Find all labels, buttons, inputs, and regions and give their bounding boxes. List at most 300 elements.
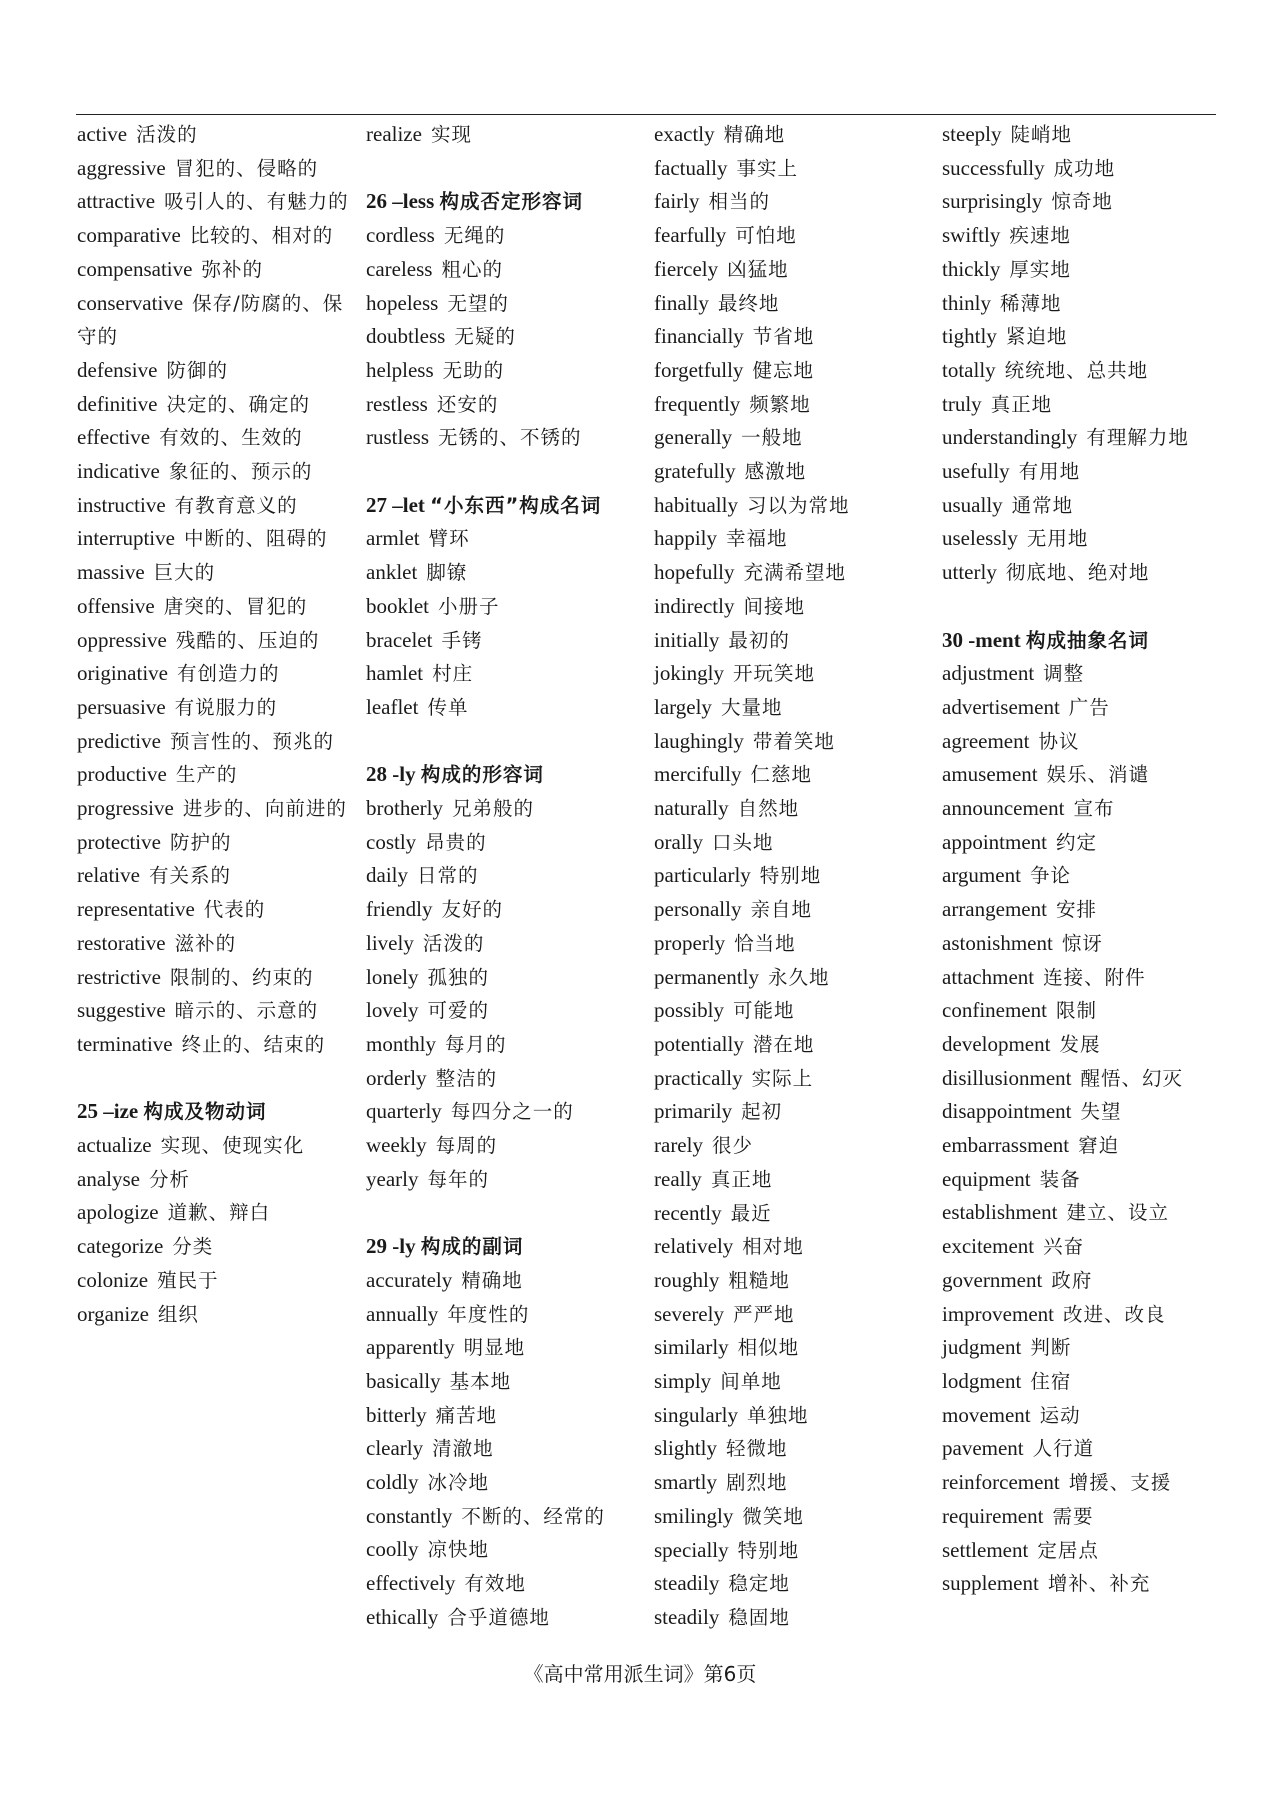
- english-word: hopeless: [366, 290, 439, 315]
- vocab-entry: [366, 927, 651, 961]
- chinese-meaning: 成功地: [1053, 156, 1116, 180]
- english-word: appointment: [942, 829, 1047, 854]
- chinese-meaning: 凉快地: [427, 1538, 490, 1562]
- vocab-entry: [77, 556, 362, 590]
- english-word: totally: [942, 357, 996, 382]
- vocab-entry: [942, 556, 1242, 590]
- vocab-entry: [77, 1028, 362, 1062]
- english-word: friendly: [366, 897, 433, 922]
- vocab-entry: [942, 725, 1242, 759]
- english-word: smilingly: [654, 1503, 734, 1528]
- english-word: relative: [77, 863, 140, 888]
- chinese-meaning: 间单地: [720, 1370, 782, 1394]
- section-number: 27: [366, 492, 387, 517]
- english-word: naturally: [654, 796, 729, 821]
- vocab-entry: [654, 1601, 939, 1635]
- chinese-meaning: 限制: [1055, 999, 1097, 1023]
- chinese-meaning: 手铐: [441, 628, 483, 652]
- chinese-meaning: 清澈地: [432, 1437, 494, 1461]
- chinese-meaning: 无疑的: [454, 325, 516, 349]
- vocab-entry: [366, 1028, 651, 1062]
- vocab-entry: [942, 691, 1242, 725]
- chinese-meaning: 生产的: [175, 763, 238, 787]
- vocab-entry: [654, 1264, 939, 1298]
- chinese-meaning: 建立、设立: [1066, 1201, 1169, 1225]
- vocab-entry: [366, 624, 651, 658]
- vocab-entry: [77, 691, 362, 725]
- vocab-entry: [942, 1196, 1242, 1230]
- english-word: armlet: [366, 526, 420, 551]
- chinese-meaning: 事实上: [736, 156, 798, 180]
- english-word: initially: [654, 627, 720, 652]
- vocab-entry: [366, 1095, 651, 1129]
- vocab-entry: [654, 489, 939, 523]
- section-heading: [77, 1095, 362, 1129]
- english-word: actualize: [77, 1133, 152, 1158]
- english-word: daily: [366, 863, 408, 888]
- english-word: reinforcement: [942, 1470, 1060, 1495]
- section-description: 构成抽象名词: [1025, 628, 1149, 652]
- english-word: jokingly: [654, 661, 725, 686]
- chinese-meaning: 厚实地: [1009, 257, 1071, 281]
- vocab-entry: [654, 927, 939, 961]
- vocab-entry: [77, 657, 362, 691]
- vocab-entry: [654, 1230, 939, 1264]
- chinese-meaning: 口头地: [711, 830, 774, 854]
- section-suffix: -ment: [968, 627, 1021, 652]
- english-word: doubtless: [366, 324, 446, 349]
- chinese-meaning: 严严地: [732, 1302, 795, 1326]
- chinese-meaning: 有效地: [464, 1572, 526, 1596]
- chinese-meaning: 定居点: [1037, 1538, 1099, 1562]
- chinese-meaning: 每四分之一的: [450, 1100, 574, 1124]
- english-word: fearfully: [654, 223, 727, 248]
- column-2: [366, 118, 651, 1635]
- english-word: relatively: [654, 1234, 734, 1259]
- chinese-meaning: 兴奋: [1043, 1235, 1085, 1259]
- chinese-meaning: 唐突的、冒犯的: [163, 594, 308, 618]
- english-word: singularly: [654, 1402, 738, 1427]
- vocab-entry: [366, 253, 651, 287]
- chinese-meaning: 惊奇地: [1051, 190, 1113, 214]
- vocab-entry: [77, 1298, 362, 1332]
- vocab-entry: [654, 219, 939, 253]
- vocab-entry: [942, 1230, 1242, 1264]
- english-word: recently: [654, 1200, 722, 1225]
- english-word: productive: [77, 762, 167, 787]
- chinese-meaning: 单独地: [747, 1403, 809, 1427]
- english-word: amusement: [942, 762, 1038, 787]
- chinese-meaning: 滋补的: [174, 931, 237, 955]
- english-word: aggressive: [77, 155, 166, 180]
- english-word: argument: [942, 863, 1021, 888]
- english-word: monthly: [366, 1031, 437, 1056]
- vocab-entry: [942, 994, 1242, 1028]
- vocab-entry: [654, 354, 939, 388]
- vocab-entry: [77, 758, 362, 792]
- chinese-meaning: 醒悟、幻灭: [1080, 1066, 1184, 1090]
- english-word: rustless: [366, 425, 429, 450]
- chinese-meaning: 粗心的: [441, 257, 503, 281]
- english-word: effective: [77, 425, 151, 450]
- vocab-entry: [654, 1163, 939, 1197]
- vocab-entry: [77, 489, 362, 523]
- english-word: offensive: [77, 593, 155, 618]
- chinese-meaning: 开玩笑地: [733, 662, 816, 686]
- english-word: slightly: [654, 1436, 718, 1461]
- vocab-entry: [654, 118, 939, 152]
- chinese-meaning: 粗糙地: [728, 1268, 790, 1292]
- english-word: predictive: [77, 728, 161, 753]
- chinese-meaning: 有理解力地: [1086, 426, 1189, 450]
- vocab-entry: [654, 320, 939, 354]
- chinese-meaning: 频繁地: [749, 392, 811, 416]
- vocab-entry: [77, 152, 362, 186]
- english-word: really: [654, 1166, 702, 1191]
- chinese-meaning: 紧迫地: [1005, 325, 1068, 349]
- chinese-meaning: 陡峭地: [1010, 123, 1072, 146]
- chinese-meaning: 防护的: [169, 830, 232, 854]
- chinese-meaning: 终止的、结束的: [181, 1032, 326, 1056]
- chinese-meaning: 友好的: [441, 898, 503, 922]
- english-word: basically: [366, 1368, 441, 1393]
- chinese-meaning: 装备: [1039, 1167, 1081, 1191]
- english-word: indirectly: [654, 593, 735, 618]
- vocab-entry: [654, 691, 939, 725]
- vocab-entry: [654, 185, 939, 219]
- english-word: smartly: [654, 1470, 717, 1495]
- vocab-entry: [77, 388, 362, 422]
- english-word: suggestive: [77, 998, 166, 1023]
- vocab-entry: [366, 1601, 651, 1635]
- english-word: exactly: [654, 122, 715, 146]
- chinese-meaning: 有效的、生效的: [159, 426, 303, 450]
- english-word: thickly: [942, 256, 1001, 281]
- english-word: progressive: [77, 796, 174, 821]
- vocab-entry: [942, 1095, 1242, 1129]
- vocab-entry: [366, 1163, 651, 1197]
- english-word: annually: [366, 1301, 439, 1326]
- chinese-meaning: 年度性的: [447, 1302, 530, 1326]
- vocab-entry: [942, 893, 1242, 927]
- english-word: disillusionment: [942, 1065, 1072, 1090]
- english-word: helpless: [366, 357, 434, 382]
- chinese-meaning: 防御的: [166, 358, 228, 382]
- column-3: [654, 118, 939, 1635]
- chinese-meaning: 无望的: [447, 291, 509, 315]
- english-word: fiercely: [654, 256, 719, 281]
- chinese-meaning: 大量地: [720, 695, 783, 719]
- chinese-meaning: 连接、附件: [1043, 965, 1146, 989]
- vocab-entry: [942, 1163, 1242, 1197]
- english-word: finally: [654, 290, 709, 315]
- english-word: primarily: [654, 1099, 733, 1124]
- chinese-meaning: 真正地: [710, 1167, 773, 1191]
- vocab-entry: [654, 792, 939, 826]
- chinese-meaning: 活泼的: [422, 931, 485, 955]
- vocab-entry: [77, 792, 362, 826]
- vocab-entry: [942, 1466, 1242, 1500]
- chinese-meaning: 剧烈地: [726, 1471, 788, 1495]
- english-word: steadily: [654, 1571, 720, 1596]
- vocab-entry: [654, 590, 939, 624]
- english-word: attractive: [77, 189, 156, 214]
- english-word: equipment: [942, 1166, 1031, 1191]
- chinese-meaning: 疾速地: [1009, 224, 1071, 248]
- chinese-meaning: 判断: [1030, 1336, 1072, 1360]
- chinese-meaning: 彻底地、绝对地: [1005, 561, 1150, 585]
- chinese-meaning: 象征的、预示的: [168, 460, 313, 484]
- english-word: definitive: [77, 391, 158, 416]
- chinese-meaning: 需要: [1052, 1504, 1094, 1528]
- chinese-meaning: 安排: [1055, 898, 1097, 922]
- english-word: interruptive: [77, 526, 175, 551]
- vocab-entry: [942, 152, 1242, 186]
- chinese-meaning: 相似地: [737, 1336, 800, 1360]
- english-word: orally: [654, 829, 703, 854]
- vocab-entry: [942, 1264, 1242, 1298]
- chinese-meaning: 健忘地: [752, 358, 814, 382]
- english-word: adjustment: [942, 661, 1035, 686]
- vocab-entry: [77, 118, 362, 152]
- vocab-entry: [77, 624, 362, 658]
- english-word: largely: [654, 694, 712, 719]
- section-suffix: –less: [392, 189, 435, 214]
- vocab-entry: [77, 253, 362, 287]
- english-word: uselessly: [942, 526, 1018, 551]
- chinese-meaning: 残酷的、压迫的: [175, 628, 320, 652]
- english-word: potentially: [654, 1031, 744, 1056]
- english-word: categorize: [77, 1234, 164, 1259]
- english-word: surprisingly: [942, 189, 1043, 214]
- chinese-meaning: 通常地: [1011, 493, 1074, 517]
- english-word: swiftly: [942, 223, 1001, 248]
- english-word: successfully: [942, 155, 1045, 180]
- english-word: thinly: [942, 290, 992, 315]
- english-word: embarrassment: [942, 1133, 1070, 1158]
- vocab-entry: [77, 893, 362, 927]
- chinese-meaning: 永久地: [767, 965, 830, 989]
- vocab-entry: [366, 893, 651, 927]
- english-word: restless: [366, 391, 428, 416]
- english-word: properly: [654, 930, 726, 955]
- vocab-entry: [654, 152, 939, 186]
- english-word: utterly: [942, 560, 997, 585]
- english-word: personally: [654, 897, 742, 922]
- english-word: weekly: [366, 1133, 427, 1158]
- chinese-meaning: 运动: [1039, 1403, 1081, 1427]
- chinese-meaning: 真正地: [990, 392, 1053, 416]
- chinese-meaning: 中断的、阻碍的: [183, 527, 328, 551]
- english-word: establishment: [942, 1200, 1058, 1225]
- vocab-entry: [366, 1365, 651, 1399]
- vocab-entry: [366, 1533, 651, 1567]
- vocab-entry: [942, 792, 1242, 826]
- chinese-meaning: 充满希望地: [743, 561, 846, 585]
- vocab-entry: [654, 961, 939, 995]
- chinese-meaning: 无助的: [442, 358, 505, 382]
- vocab-entry: [366, 826, 651, 860]
- vocab-entry: [366, 522, 651, 556]
- english-word: costly: [366, 829, 417, 854]
- english-word: analyse: [77, 1166, 140, 1191]
- vocab-entry: [654, 388, 939, 422]
- vocab-entry: [77, 725, 362, 759]
- vocab-entry: [942, 1062, 1242, 1096]
- english-word: habitually: [654, 492, 738, 517]
- chinese-meaning: 还安的: [436, 392, 499, 416]
- section-suffix: –ize: [103, 1099, 139, 1124]
- vocab-entry: [942, 1331, 1242, 1365]
- chinese-meaning: 孤独的: [427, 965, 490, 989]
- vocab-entry: [942, 388, 1242, 422]
- chinese-meaning: 巨大的: [153, 561, 216, 585]
- vocab-entry: [654, 725, 939, 759]
- vocab-entry: [654, 1062, 939, 1096]
- vocab-entry: [942, 185, 1242, 219]
- english-word: persuasive: [77, 694, 166, 719]
- section-heading: [366, 185, 651, 219]
- chinese-meaning: 痛苦地: [435, 1403, 498, 1427]
- english-word: steadily: [654, 1604, 720, 1629]
- english-word: agreement: [942, 728, 1030, 753]
- vocab-entry: [654, 994, 939, 1028]
- english-word: brotherly: [366, 796, 443, 821]
- chinese-meaning: 广告: [1068, 695, 1110, 719]
- vocab-entry: [77, 859, 362, 893]
- english-word: permanently: [654, 964, 759, 989]
- vocab-entry: [77, 185, 362, 219]
- english-word: simply: [654, 1369, 712, 1394]
- english-word: instructive: [77, 492, 166, 517]
- chinese-meaning: 比较的、相对的: [189, 224, 334, 248]
- chinese-meaning: 实际上: [751, 1066, 814, 1090]
- chinese-meaning: 发展: [1059, 1032, 1101, 1056]
- page-footer: 《高中常用派生词》第6页: [523, 1662, 757, 1686]
- english-word: bitterly: [366, 1402, 427, 1427]
- vocab-entry: [654, 421, 939, 455]
- chinese-meaning: 不断的、经常的: [461, 1504, 605, 1528]
- english-word: understandingly: [942, 425, 1078, 450]
- vocab-entry: [654, 522, 939, 556]
- vocab-entry: [942, 287, 1242, 321]
- english-word: realize: [366, 122, 422, 146]
- english-word: clearly: [366, 1436, 424, 1461]
- chinese-meaning: 传单: [427, 695, 469, 719]
- vocab-entry: [366, 320, 651, 354]
- english-word: rarely: [654, 1133, 703, 1158]
- chinese-meaning: 冰冷地: [427, 1471, 490, 1495]
- vocab-entry: [654, 455, 939, 489]
- chinese-meaning: 保存/防腐的、保守的: [77, 291, 344, 349]
- vocab-entry: [366, 556, 651, 590]
- chinese-meaning: 增补、补充: [1047, 1572, 1151, 1596]
- chinese-meaning: 稀薄地: [1000, 291, 1062, 315]
- chinese-meaning: 可怕地: [735, 224, 797, 248]
- english-word: steeply: [942, 122, 1002, 146]
- english-word: colonize: [77, 1267, 149, 1292]
- vocab-entry: [654, 1129, 939, 1163]
- vocab-entry: [942, 1365, 1242, 1399]
- vocab-entry: [654, 556, 939, 590]
- english-word: confinement: [942, 998, 1047, 1023]
- chinese-meaning: 窘迫: [1078, 1134, 1120, 1158]
- vocab-entry: [366, 118, 651, 152]
- vocab-entry: [366, 219, 651, 253]
- vocab-entry: [77, 1163, 362, 1197]
- english-word: indicative: [77, 459, 160, 484]
- chinese-meaning: 稳固地: [728, 1605, 790, 1629]
- chinese-meaning: 争论: [1029, 864, 1071, 888]
- section-heading: [366, 489, 651, 523]
- english-word: excitement: [942, 1234, 1035, 1259]
- vocab-entry: [366, 1432, 651, 1466]
- vocab-entry: [77, 961, 362, 995]
- chinese-meaning: 实现: [430, 123, 472, 146]
- english-word: anklet: [366, 560, 418, 585]
- english-word: quarterly: [366, 1099, 442, 1124]
- vocab-entry: [77, 1129, 362, 1163]
- vocab-entry: [77, 421, 362, 455]
- vocab-entry: [366, 1466, 651, 1500]
- vocab-entry: [942, 927, 1242, 961]
- english-word: apparently: [366, 1335, 455, 1360]
- english-word: hopefully: [654, 560, 735, 585]
- english-word: usually: [942, 492, 1003, 517]
- english-word: lonely: [366, 964, 419, 989]
- chinese-meaning: 进步的、向前进的: [182, 797, 347, 821]
- vocab-entry: [366, 1062, 651, 1096]
- vocab-entry: [77, 1230, 362, 1264]
- vocab-entry: [366, 1331, 651, 1365]
- english-word: terminative: [77, 1031, 173, 1056]
- vocab-entry: [942, 320, 1242, 354]
- english-word: similarly: [654, 1335, 729, 1360]
- section-heading: [366, 1230, 651, 1264]
- english-word: effectively: [366, 1571, 456, 1596]
- english-word: lively: [366, 930, 414, 955]
- chinese-meaning: 娱乐、消谴: [1046, 763, 1150, 787]
- section-description: 构成否定形容词: [439, 190, 584, 214]
- chinese-meaning: 宣布: [1073, 797, 1115, 821]
- chinese-meaning: 小册子: [438, 594, 500, 618]
- english-word: happily: [654, 526, 717, 551]
- english-word: supplement: [942, 1571, 1039, 1596]
- vocab-entry: [366, 1567, 651, 1601]
- section-number: 29: [366, 1234, 387, 1259]
- english-word: roughly: [654, 1267, 720, 1292]
- chinese-meaning: 每月的: [445, 1032, 507, 1056]
- chinese-meaning: 臂环: [428, 527, 470, 551]
- vocab-entry: [366, 994, 651, 1028]
- section-suffix: –let: [392, 492, 425, 517]
- english-word: yearly: [366, 1166, 419, 1191]
- english-word: specially: [654, 1537, 729, 1562]
- english-word: forgetfully: [654, 357, 744, 382]
- vocab-entry: [366, 287, 651, 321]
- english-word: pavement: [942, 1436, 1024, 1461]
- vocab-entry: [942, 1399, 1242, 1433]
- chinese-meaning: 代表的: [203, 898, 266, 922]
- chinese-meaning: 习以为常地: [746, 493, 850, 517]
- vocab-entry: [654, 287, 939, 321]
- english-word: conservative: [77, 290, 184, 315]
- vocab-entry: [942, 758, 1242, 792]
- english-word: comparative: [77, 223, 181, 248]
- top-rule: [76, 114, 1216, 115]
- english-word: judgment: [942, 1335, 1022, 1360]
- chinese-meaning: 调整: [1043, 662, 1085, 686]
